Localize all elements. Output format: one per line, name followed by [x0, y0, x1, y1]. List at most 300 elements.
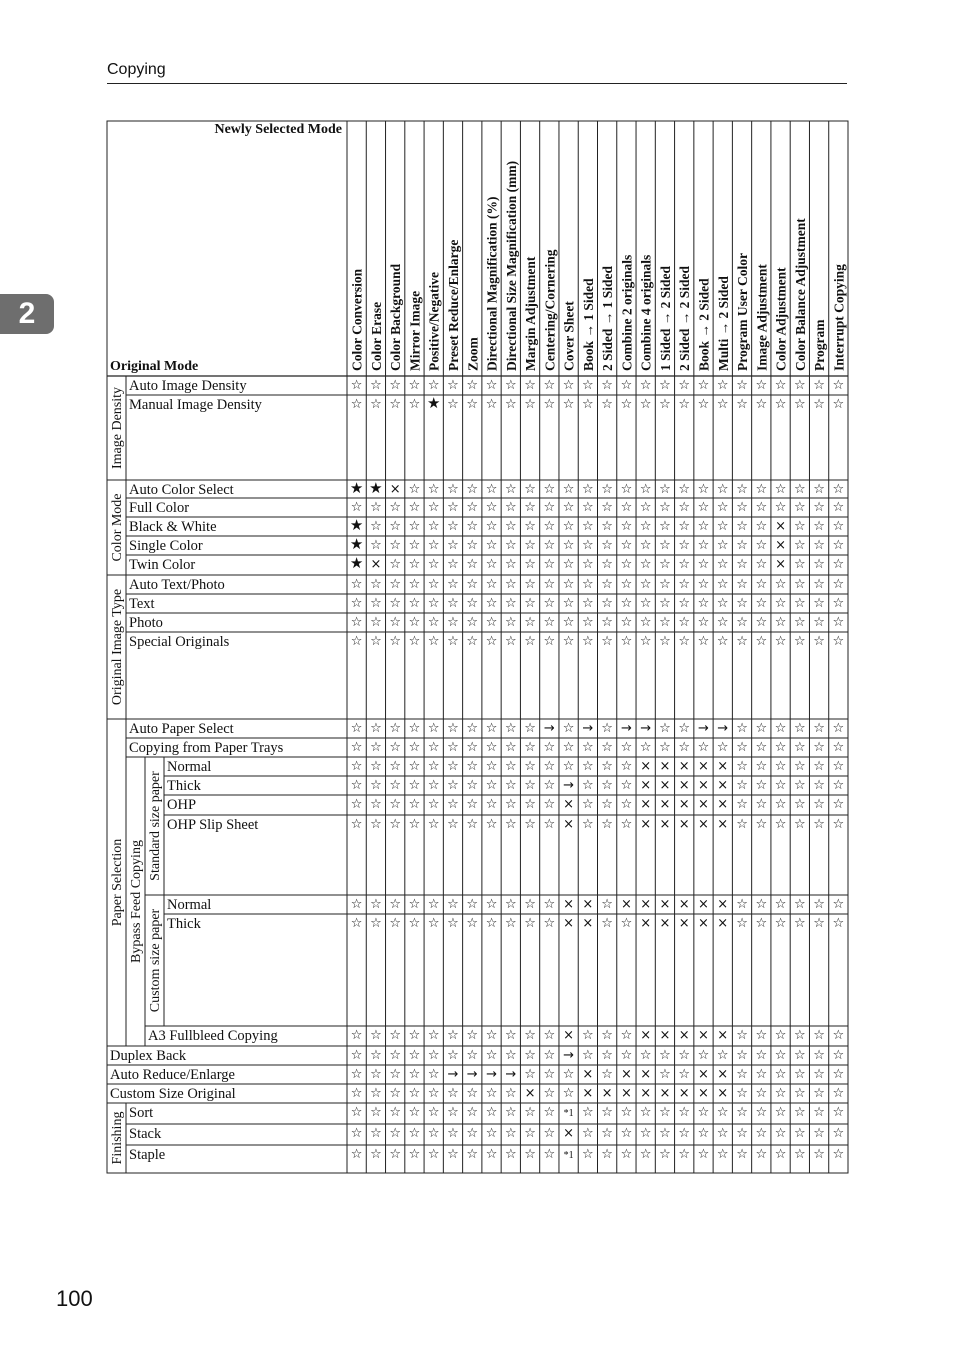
- matrix-cell: ☆: [389, 519, 402, 534]
- matrix-cell: ☆: [813, 740, 825, 755]
- matrix-cell: ☆: [408, 740, 421, 755]
- matrix-cell: ☆: [447, 797, 459, 812]
- matrix-cell: ×: [640, 759, 652, 774]
- matrix-cell: ☆: [793, 500, 806, 515]
- matrix-cell: →: [543, 721, 555, 736]
- matrix-cell: ☆: [716, 1147, 729, 1162]
- matrix-cell: ☆: [370, 615, 382, 630]
- matrix-cell: →: [486, 1067, 497, 1082]
- matrix-cell: ☆: [485, 634, 498, 649]
- matrix-cell: ☆: [504, 797, 517, 812]
- matrix-cell: ☆: [427, 596, 440, 611]
- matrix-cell: ☆: [736, 596, 748, 611]
- matrix-cell: ☆: [562, 557, 575, 572]
- matrix-cell: ☆: [485, 1147, 498, 1162]
- matrix-cell: ☆: [659, 557, 671, 572]
- matrix-cell: ☆: [716, 482, 729, 497]
- subgroup-label: Standard size paper: [148, 771, 163, 881]
- matrix-cell: ☆: [427, 916, 440, 931]
- matrix-cell: ☆: [543, 1147, 556, 1162]
- matrix-cell: ☆: [543, 577, 556, 592]
- matrix-cell: ×: [775, 557, 787, 572]
- column-header: Positive/Negative: [426, 272, 442, 371]
- matrix-cell: ☆: [601, 1048, 613, 1063]
- matrix-cell: ☆: [466, 577, 479, 592]
- matrix-cell: ☆: [427, 1147, 440, 1162]
- matrix-cell: ☆: [813, 1086, 825, 1101]
- row-label: Text: [129, 596, 155, 612]
- matrix-cell: ☆: [504, 916, 517, 931]
- matrix-cell: ☆: [736, 897, 748, 912]
- matrix-cell: ☆: [524, 797, 536, 812]
- matrix-cell: ☆: [678, 1067, 691, 1082]
- matrix-cell: ×: [620, 897, 632, 912]
- matrix-cell: ☆: [736, 1028, 748, 1043]
- matrix-cell: ☆: [793, 634, 806, 649]
- matrix-cell: ☆: [832, 721, 845, 736]
- matrix-cell: ☆: [601, 557, 613, 572]
- matrix-cell: ☆: [774, 634, 787, 649]
- matrix-cell: ☆: [427, 778, 440, 793]
- group-label: Finishing: [110, 1111, 125, 1165]
- matrix-cell: ☆: [504, 615, 517, 630]
- matrix-cell: ☆: [774, 378, 787, 393]
- column-header: Image Adjustment: [754, 264, 770, 371]
- matrix-cell: ☆: [582, 740, 594, 755]
- matrix-cell: →: [620, 721, 632, 736]
- matrix-cell: ☆: [620, 596, 633, 611]
- matrix-cell: ☆: [659, 596, 671, 611]
- matrix-cell: ☆: [389, 1086, 402, 1101]
- matrix-cell: ☆: [582, 1126, 594, 1141]
- matrix-cell: ☆: [582, 500, 594, 515]
- matrix-cell: ☆: [697, 1048, 710, 1063]
- matrix-cell: ☆: [639, 538, 652, 553]
- matrix-cell: ☆: [716, 378, 729, 393]
- row-label: Stack: [129, 1126, 162, 1142]
- matrix-cell: ☆: [774, 1067, 787, 1082]
- matrix-cell: ☆: [620, 1126, 633, 1141]
- matrix-cell: ☆: [485, 1086, 498, 1101]
- matrix-cell: ☆: [716, 500, 729, 515]
- matrix-cell: ☆: [427, 482, 440, 497]
- matrix-cell: ☆: [659, 500, 671, 515]
- matrix-cell: ☆: [504, 1126, 517, 1141]
- matrix-cell: ☆: [582, 482, 594, 497]
- matrix-cell: ☆: [793, 615, 806, 630]
- matrix-cell: ☆: [389, 740, 402, 755]
- matrix-cell: ☆: [736, 721, 748, 736]
- matrix-cell: ☆: [736, 778, 748, 793]
- matrix-cell: ×: [698, 1028, 709, 1043]
- row-label: Auto Text/Photo: [129, 577, 225, 593]
- matrix-cell: ☆: [582, 378, 594, 393]
- matrix-cell: ☆: [678, 538, 691, 553]
- column-header: Book → 2 Sided: [696, 278, 712, 371]
- matrix-cell: ☆: [524, 1067, 536, 1082]
- row-label: Auto Color Select: [129, 482, 234, 498]
- matrix-cell: ☆: [524, 519, 536, 534]
- matrix-cell: ×: [640, 1028, 652, 1043]
- matrix-cell: ☆: [678, 1048, 691, 1063]
- matrix-cell: ☆: [524, 397, 536, 412]
- matrix-cell: →: [563, 1048, 575, 1063]
- matrix-cell: ☆: [793, 538, 806, 553]
- matrix-cell: ☆: [543, 1067, 556, 1082]
- matrix-cell: ☆: [504, 897, 517, 912]
- matrix-cell: ★: [349, 554, 364, 572]
- matrix-cell: ☆: [485, 615, 498, 630]
- matrix-cell: ☆: [447, 1086, 459, 1101]
- matrix-cell: ☆: [447, 557, 459, 572]
- matrix-cell: ☆: [562, 500, 575, 515]
- matrix-cell: ☆: [427, 797, 440, 812]
- matrix-cell: ☆: [524, 1048, 536, 1063]
- matrix-cell: ☆: [485, 482, 498, 497]
- matrix-cell: ☆: [370, 500, 382, 515]
- matrix-cell: ☆: [832, 778, 845, 793]
- matrix-cell: ☆: [350, 500, 363, 515]
- matrix-cell: ☆: [832, 615, 845, 630]
- row-label: Copying from Paper Trays: [129, 740, 284, 756]
- matrix-cell: ☆: [427, 1067, 440, 1082]
- matrix-cell: →: [563, 778, 575, 793]
- matrix-cell: ×: [582, 1086, 594, 1101]
- matrix-cell: ☆: [620, 817, 633, 832]
- matrix-cell: ☆: [485, 759, 498, 774]
- matrix-cell: ×: [659, 759, 671, 774]
- matrix-cell: ☆: [736, 557, 748, 572]
- matrix-cell: ☆: [639, 1126, 652, 1141]
- matrix-cell: ☆: [370, 1067, 382, 1082]
- matrix-cell: ☆: [832, 1067, 845, 1082]
- matrix-cell: ☆: [582, 596, 594, 611]
- matrix-cell: ☆: [543, 740, 556, 755]
- matrix-cell: ☆: [504, 759, 517, 774]
- matrix-cell: ☆: [774, 721, 787, 736]
- matrix-cell: ☆: [504, 1028, 517, 1043]
- subgroup-label: Bypass Feed Copying: [129, 840, 144, 963]
- matrix-cell: ☆: [620, 519, 633, 534]
- matrix-cell: ☆: [447, 500, 459, 515]
- matrix-cell: ×: [640, 817, 652, 832]
- matrix-cell: ☆: [485, 378, 498, 393]
- matrix-cell: ☆: [408, 721, 421, 736]
- matrix-cell: ☆: [639, 740, 652, 755]
- matrix-cell: ☆: [427, 1028, 440, 1043]
- group-label: Image Density: [110, 386, 125, 470]
- matrix-cell: ☆: [485, 778, 498, 793]
- matrix-cell: ☆: [466, 596, 479, 611]
- matrix-cell: ☆: [736, 1105, 748, 1120]
- matrix-cell: ☆: [774, 1086, 787, 1101]
- matrix-cell: ☆: [793, 1105, 806, 1120]
- matrix-cell: ☆: [697, 1147, 710, 1162]
- row-label: Sort: [129, 1105, 154, 1121]
- matrix-cell: ☆: [466, 740, 479, 755]
- matrix-cell: ×: [601, 1086, 613, 1101]
- column-header: Directional Magnification (%): [484, 196, 500, 371]
- matrix-cell: ☆: [389, 1067, 402, 1082]
- matrix-cell: ☆: [370, 797, 382, 812]
- matrix-cell: ☆: [678, 740, 691, 755]
- column-header: Centering/Cornering: [542, 249, 558, 371]
- matrix-cell: ☆: [408, 778, 421, 793]
- matrix-cell: ☆: [582, 577, 594, 592]
- matrix-cell: ☆: [813, 482, 825, 497]
- row-label: Auto Reduce/Enlarge: [110, 1067, 235, 1083]
- matrix-cell: ☆: [620, 615, 633, 630]
- matrix-cell: ☆: [736, 538, 748, 553]
- matrix-cell: ☆: [447, 916, 459, 931]
- matrix-cell: ☆: [813, 634, 825, 649]
- matrix-cell: ☆: [408, 500, 421, 515]
- matrix-cell: ☆: [832, 797, 845, 812]
- matrix-cell: ☆: [389, 916, 402, 931]
- matrix-cell: ×: [698, 1086, 709, 1101]
- matrix-cell: ☆: [350, 721, 363, 736]
- matrix-cell: ☆: [620, 778, 633, 793]
- matrix-cell: ☆: [350, 615, 363, 630]
- matrix-cell: ☆: [793, 1147, 806, 1162]
- matrix-cell: ☆: [562, 482, 575, 497]
- matrix-cell: ☆: [370, 519, 382, 534]
- matrix-cell: ☆: [447, 596, 459, 611]
- matrix-cell: ☆: [562, 1067, 575, 1082]
- matrix-cell: ☆: [408, 482, 421, 497]
- matrix-cell: ☆: [813, 378, 825, 393]
- matrix-cell: ☆: [543, 557, 556, 572]
- matrix-cell: ☆: [736, 1067, 748, 1082]
- matrix-cell: ☆: [601, 596, 613, 611]
- matrix-cell: ☆: [447, 538, 459, 553]
- matrix-cell: ☆: [774, 817, 787, 832]
- matrix-cell: ☆: [447, 1028, 459, 1043]
- matrix-cell: ☆: [389, 538, 402, 553]
- matrix-cell: ☆: [832, 1126, 845, 1141]
- matrix-cell: ☆: [601, 538, 613, 553]
- matrix-cell: ☆: [466, 916, 479, 931]
- matrix-cell: ☆: [793, 519, 806, 534]
- matrix-cell: ☆: [774, 596, 787, 611]
- matrix-cell: ☆: [793, 797, 806, 812]
- matrix-cell: ☆: [582, 519, 594, 534]
- matrix-cell: ☆: [793, 1067, 806, 1082]
- matrix-cell: ☆: [485, 577, 498, 592]
- matrix-cell: ☆: [755, 519, 768, 534]
- matrix-cell: ☆: [504, 538, 517, 553]
- matrix-cell: ☆: [350, 397, 363, 412]
- matrix-cell: ☆: [466, 778, 479, 793]
- matrix-cell: ☆: [370, 577, 382, 592]
- matrix-cell: ×: [659, 1086, 671, 1101]
- column-header: Color Balance Adjustment: [792, 218, 808, 371]
- matrix-cell: ☆: [736, 378, 748, 393]
- matrix-cell: ☆: [832, 759, 845, 774]
- matrix-cell: ☆: [697, 397, 710, 412]
- matrix-cell: ×: [659, 778, 671, 793]
- matrix-cell: ×: [698, 797, 709, 812]
- matrix-cell: ☆: [620, 500, 633, 515]
- matrix-cell: ☆: [639, 482, 652, 497]
- matrix-cell: ☆: [793, 577, 806, 592]
- section-title: Copying: [107, 61, 166, 78]
- matrix-cell: ☆: [716, 634, 729, 649]
- matrix-cell: ☆: [485, 897, 498, 912]
- matrix-cell: ☆: [813, 759, 825, 774]
- matrix-cell: ☆: [813, 1147, 825, 1162]
- matrix-cell: ☆: [408, 1028, 421, 1043]
- matrix-cell: ☆: [755, 1028, 768, 1043]
- column-header: Directional Size Magnification (mm): [503, 160, 519, 371]
- matrix-cell: ☆: [408, 397, 421, 412]
- matrix-cell: ☆: [485, 519, 498, 534]
- matrix-cell: ☆: [601, 817, 613, 832]
- matrix-cell: ☆: [793, 759, 806, 774]
- matrix-cell: ☆: [601, 1147, 613, 1162]
- matrix-cell: ☆: [736, 797, 748, 812]
- matrix-cell: ☆: [408, 1067, 421, 1082]
- matrix-cell: ☆: [755, 577, 768, 592]
- matrix-cell: ☆: [370, 378, 382, 393]
- matrix-cell: ☆: [793, 897, 806, 912]
- matrix-cell: ☆: [370, 897, 382, 912]
- matrix-cell: ☆: [813, 897, 825, 912]
- matrix-cell: ☆: [524, 482, 536, 497]
- matrix-cell: ×: [370, 557, 382, 572]
- matrix-cell: ☆: [562, 538, 575, 553]
- matrix-cell: ×: [717, 1028, 729, 1043]
- matrix-cell: ☆: [408, 1147, 421, 1162]
- matrix-cell: ☆: [350, 577, 363, 592]
- matrix-cell: ×: [678, 1086, 690, 1101]
- matrix-cell: ☆: [543, 1086, 556, 1101]
- matrix-cell: ☆: [466, 1028, 479, 1043]
- matrix-cell: ☆: [504, 721, 517, 736]
- matrix-cell: ★: [349, 479, 364, 497]
- matrix-cell: ☆: [601, 778, 613, 793]
- matrix-cell: ☆: [755, 397, 768, 412]
- matrix-cell: ☆: [582, 1028, 594, 1043]
- matrix-cell: ☆: [543, 397, 556, 412]
- matrix-cell: ☆: [543, 615, 556, 630]
- subgroup-label: Custom size paper: [148, 908, 163, 1013]
- matrix-cell: ☆: [485, 817, 498, 832]
- matrix-cell: ☆: [755, 500, 768, 515]
- matrix-cell: ☆: [543, 897, 556, 912]
- matrix-cell: ☆: [389, 634, 402, 649]
- matrix-cell: ☆: [678, 482, 691, 497]
- matrix-cell: ☆: [716, 740, 729, 755]
- matrix-cell: ☆: [370, 1028, 382, 1043]
- matrix-cell: ☆: [543, 778, 556, 793]
- matrix-cell: ☆: [389, 378, 402, 393]
- matrix-cell: ☆: [659, 519, 671, 534]
- matrix-cell: ☆: [716, 577, 729, 592]
- matrix-cell: ×: [698, 759, 709, 774]
- matrix-cell: ☆: [543, 1105, 556, 1120]
- matrix-cell: ☆: [755, 1048, 768, 1063]
- matrix-cell: ☆: [408, 897, 421, 912]
- matrix-cell: ☆: [678, 1126, 691, 1141]
- matrix-cell: ☆: [832, 1028, 845, 1043]
- corner-original-mode: Original Mode: [110, 359, 199, 374]
- matrix-cell: ☆: [504, 634, 517, 649]
- matrix-cell: ☆: [447, 519, 459, 534]
- matrix-cell: ☆: [504, 397, 517, 412]
- matrix-cell: ☆: [620, 557, 633, 572]
- matrix-cell: ☆: [774, 1105, 787, 1120]
- matrix-cell: ☆: [678, 378, 691, 393]
- matrix-cell: ☆: [408, 557, 421, 572]
- matrix-cell: ☆: [736, 615, 748, 630]
- matrix-cell: ☆: [755, 797, 768, 812]
- matrix-cell: ☆: [350, 797, 363, 812]
- matrix-cell: ☆: [601, 797, 613, 812]
- matrix-cell: ☆: [620, 482, 633, 497]
- matrix-cell: ☆: [543, 378, 556, 393]
- matrix-cell: ☆: [813, 797, 825, 812]
- matrix-cell: ☆: [755, 721, 768, 736]
- matrix-cell: ☆: [697, 634, 710, 649]
- matrix-cell: ☆: [736, 916, 748, 931]
- column-header: Combine 4 originals: [638, 254, 654, 371]
- matrix-cell: ☆: [736, 482, 748, 497]
- matrix-cell: ☆: [427, 1105, 440, 1120]
- matrix-cell: ☆: [755, 1086, 768, 1101]
- matrix-cell: ☆: [408, 1126, 421, 1141]
- matrix-cell: ☆: [447, 759, 459, 774]
- matrix-cell: ☆: [620, 1105, 633, 1120]
- matrix-cell: ☆: [793, 596, 806, 611]
- chapter-number: 2: [18, 297, 36, 330]
- row-label: Black & White: [129, 519, 217, 535]
- matrix-cell: ☆: [639, 519, 652, 534]
- matrix-cell: ☆: [408, 538, 421, 553]
- matrix-cell: ☆: [370, 538, 382, 553]
- matrix-cell: ☆: [716, 397, 729, 412]
- matrix-cell: ☆: [678, 1105, 691, 1120]
- matrix-cell: ☆: [601, 378, 613, 393]
- matrix-cell: *1: [563, 1108, 574, 1119]
- matrix-cell: ☆: [485, 797, 498, 812]
- matrix-cell: ☆: [774, 1048, 787, 1063]
- matrix-cell: ☆: [389, 797, 402, 812]
- matrix-cell: ☆: [813, 1028, 825, 1043]
- matrix-cell: ☆: [427, 817, 440, 832]
- matrix-cell: ☆: [793, 378, 806, 393]
- matrix-cell: ☆: [524, 778, 536, 793]
- matrix-cell: ☆: [793, 1048, 806, 1063]
- matrix-cell: ☆: [639, 1105, 652, 1120]
- matrix-cell: ☆: [774, 1126, 787, 1141]
- matrix-cell: ×: [717, 817, 729, 832]
- matrix-cell: ☆: [813, 397, 825, 412]
- row-label: Normal: [167, 759, 212, 775]
- matrix-cell: ★: [349, 516, 364, 534]
- matrix-cell: ☆: [427, 1126, 440, 1141]
- matrix-cell: ☆: [389, 1105, 402, 1120]
- page-number: 100: [56, 1286, 93, 1311]
- row-label: Staple: [129, 1147, 166, 1163]
- matrix-cell: ☆: [466, 1126, 479, 1141]
- matrix-cell: ☆: [774, 1028, 787, 1043]
- matrix-cell: ☆: [755, 740, 768, 755]
- matrix-cell: ☆: [466, 817, 479, 832]
- matrix-cell: ☆: [774, 615, 787, 630]
- matrix-cell: ☆: [601, 916, 613, 931]
- matrix-cell: ☆: [813, 500, 825, 515]
